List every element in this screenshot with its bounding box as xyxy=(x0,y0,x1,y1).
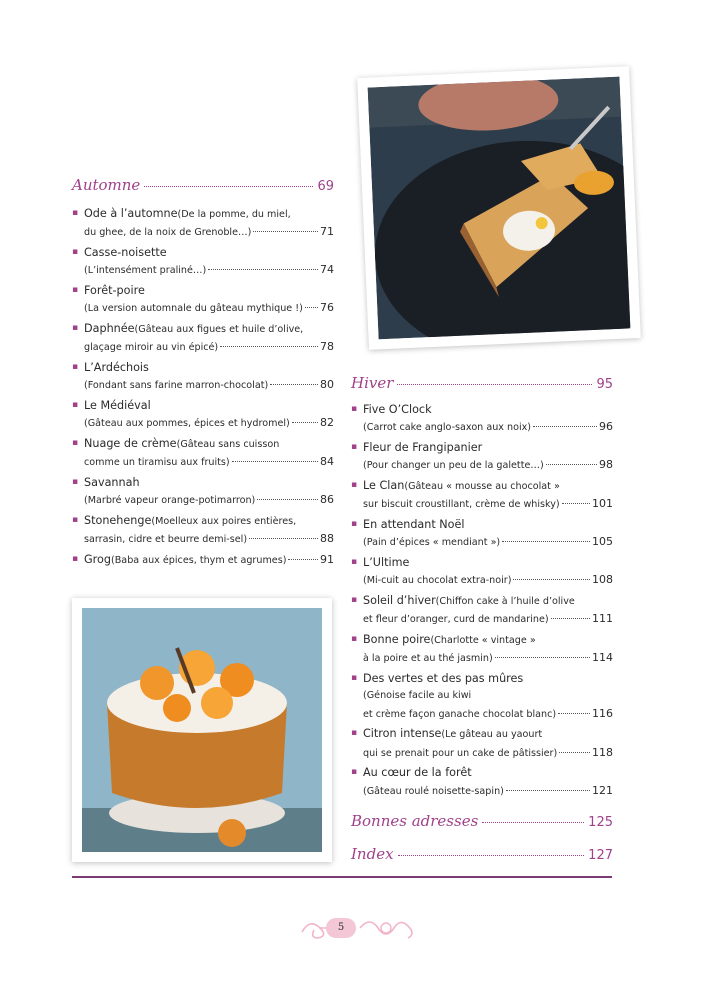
entry-description: (Mi-cuit au chocolat extra-noir) xyxy=(363,575,512,587)
section-winter-title: Hiver xyxy=(351,374,394,392)
entry-description: (L’intensément praliné…) xyxy=(84,265,207,277)
entry-description: et crème façon ganache chocolat blanc) xyxy=(363,708,557,720)
entry-subtitle: (De la pomme, du miel, xyxy=(177,209,291,220)
entry-page: 82 xyxy=(320,416,334,430)
entry-description: (Pain d’épices « mendiant ») xyxy=(363,537,501,549)
winter-toc-list xyxy=(351,401,613,802)
folio-ornament xyxy=(300,910,420,946)
dot-leader xyxy=(398,855,585,856)
entry-page: 71 xyxy=(320,225,334,239)
entry-page: 108 xyxy=(592,573,613,587)
entry-title: ▪ Des vertes et des pas mûres xyxy=(363,672,524,685)
entry-title: ▪ Casse-noisette xyxy=(84,246,167,259)
dot-leader xyxy=(506,790,590,791)
entry-page: 105 xyxy=(592,535,613,549)
entry-page: 78 xyxy=(320,340,334,354)
toc-entry[interactable] xyxy=(351,401,613,437)
dot-leader xyxy=(305,307,318,308)
entry-page: 101 xyxy=(592,497,613,511)
dot-leader xyxy=(562,503,590,504)
section-addresses-heading[interactable] xyxy=(351,812,613,830)
toc-entry[interactable] xyxy=(351,592,613,629)
entry-subtitle: (Gâteau aux figues et huile d’olive, xyxy=(134,324,304,335)
entry-title: ▪ Five O’Clock xyxy=(363,403,432,416)
toc-entry[interactable] xyxy=(72,397,334,433)
section-addresses-title: Bonnes adresses xyxy=(351,812,479,830)
section-autumn-title: Automne xyxy=(72,176,141,194)
entry-description: comme un tiramisu aux fruits) xyxy=(84,457,230,469)
toc-entry[interactable] xyxy=(351,631,613,668)
entry-page: 118 xyxy=(592,745,613,759)
footer-rule xyxy=(72,876,612,878)
entry-title: ▪ L’Ardéchois xyxy=(84,361,149,374)
toc-entry[interactable] xyxy=(351,477,613,514)
entry-title: ▪ Daphnée xyxy=(84,322,135,335)
entry-page: 111 xyxy=(592,612,613,626)
dot-leader xyxy=(253,231,318,232)
entry-description: (Gâteau roulé noisette-sapin) xyxy=(363,785,504,797)
entry-description: (La version automnale du gâteau mythique !) xyxy=(84,303,303,315)
entry-description: (Marbré vapeur orange-potimarron) xyxy=(84,495,256,507)
entry-subtitle: (Charlotte « vintage » xyxy=(430,635,536,646)
dot-leader xyxy=(495,657,590,658)
entry-title: ▪ Ode à l’automne xyxy=(84,207,178,220)
section-winter-page: 95 xyxy=(596,377,613,392)
entry-description: (Gâteau aux pommes, épices et hydromel) xyxy=(84,418,290,430)
entry-description: sarrasin, cidre et beurre demi-sel) xyxy=(84,534,248,546)
entry-title: ▪ Forêt-poire xyxy=(84,284,145,297)
entry-subtitle: (Baba aux épices, thym et agrumes) xyxy=(110,555,287,566)
entry-title: ▪ Nuage de crème xyxy=(84,437,177,450)
toc-entry[interactable] xyxy=(351,439,613,475)
section-addresses-page: 125 xyxy=(588,815,613,830)
page-number: 5 xyxy=(326,918,356,938)
entry-subtitle: (Moelleux aux poires entières, xyxy=(151,516,297,527)
toc-entry[interactable] xyxy=(351,554,613,590)
dot-leader xyxy=(292,422,318,423)
section-index-title: Index xyxy=(351,845,394,863)
section-autumn-heading[interactable] xyxy=(72,176,334,194)
entry-title: ▪ L’Ultime xyxy=(363,556,410,569)
entry-subtitle: (Gâteau sans cuisson xyxy=(176,439,280,450)
entry-description: à la poire et au thé jasmin) xyxy=(363,653,493,665)
toc-entry[interactable] xyxy=(351,516,613,552)
entry-description: (Pour changer un peu de la galette…) xyxy=(363,460,544,472)
entry-page: 114 xyxy=(592,651,613,665)
toc-entry[interactable] xyxy=(351,725,613,762)
entry-title: ▪ Stonehenge xyxy=(84,514,152,527)
dot-leader xyxy=(551,618,590,619)
entry-title: ▪ Citron intense xyxy=(363,727,442,741)
entry-subtitle: (Chiffon cake à l’huile d’olive xyxy=(435,596,575,607)
entry-page: 74 xyxy=(320,263,334,277)
section-index-page: 127 xyxy=(588,848,613,863)
entry-title: ▪ Fleur de Frangipanier xyxy=(363,441,483,454)
dot-leader xyxy=(249,538,318,539)
toc-entry[interactable] xyxy=(72,320,334,357)
photo-cake-slice xyxy=(357,66,641,350)
entry-page: 84 xyxy=(320,455,334,469)
entry-subtitle: (Le gâteau au yaourt xyxy=(441,729,543,741)
toc-entry[interactable] xyxy=(351,670,613,723)
entry-page: 80 xyxy=(320,378,334,392)
toc-entry[interactable] xyxy=(351,764,613,800)
toc-entry[interactable] xyxy=(72,551,334,569)
dot-leader xyxy=(208,269,318,270)
dot-leader xyxy=(270,384,318,385)
cake-slice-image xyxy=(368,77,631,340)
entry-page: 76 xyxy=(320,301,334,315)
entry-description: (Génoise facile au kiwi xyxy=(363,690,472,702)
entry-description: (Fondant sans farine marron-chocolat) xyxy=(84,380,269,392)
dot-leader xyxy=(482,822,584,823)
dot-leader xyxy=(559,752,590,753)
toc-entry[interactable] xyxy=(72,244,334,280)
entry-page: 121 xyxy=(592,783,613,797)
entry-description: qui se prenait pour un cake de pâtissier) xyxy=(363,747,558,759)
dot-leader xyxy=(533,426,597,427)
dot-leader xyxy=(257,499,318,500)
entry-title: ▪ Grog xyxy=(84,553,111,566)
entry-title: ▪ En attendant Noël xyxy=(363,518,465,531)
photo-orange-cake xyxy=(72,598,332,862)
orange-cake-image xyxy=(82,608,322,852)
entry-description: et fleur d’oranger, curd de mandarine) xyxy=(363,614,549,626)
section-autumn-page: 69 xyxy=(317,179,334,194)
section-index-heading[interactable] xyxy=(351,845,613,863)
dot-leader xyxy=(513,579,590,580)
entry-title: ▪ Le Clan xyxy=(363,479,405,492)
entry-title: ▪ Soleil d’hiver xyxy=(363,594,436,607)
toc-entry[interactable] xyxy=(72,474,334,510)
dot-leader xyxy=(397,384,592,385)
entry-page: 96 xyxy=(599,420,613,434)
toc-entry[interactable] xyxy=(72,205,334,242)
entry-page: 91 xyxy=(320,553,334,566)
toc-entry[interactable] xyxy=(72,512,334,549)
dot-leader xyxy=(546,464,597,465)
toc-entry[interactable] xyxy=(72,435,334,472)
dot-leader xyxy=(288,559,318,560)
autumn-toc-list xyxy=(72,205,334,572)
dot-leader xyxy=(502,541,590,542)
entry-page: 86 xyxy=(320,493,334,507)
entry-description: sur biscuit croustillant, crème de whisky) xyxy=(363,499,560,511)
entry-page: 88 xyxy=(320,532,334,546)
entry-page: 116 xyxy=(592,706,613,720)
entry-description: du ghee, de la noix de Grenoble…) xyxy=(84,227,252,239)
section-winter-heading[interactable] xyxy=(351,374,613,392)
entry-title: ▪ Le Médiéval xyxy=(84,399,151,412)
entry-description: (Carrot cake anglo-saxon aux noix) xyxy=(363,422,532,434)
entry-subtitle: (Gâteau « mousse au chocolat » xyxy=(404,481,560,492)
entry-description: glaçage miroir au vin épicé) xyxy=(84,342,219,354)
dot-leader xyxy=(144,186,313,187)
toc-entry[interactable] xyxy=(72,359,334,395)
entry-title: ▪ Savannah xyxy=(84,476,140,489)
entry-page: 98 xyxy=(599,458,613,472)
toc-entry[interactable] xyxy=(72,282,334,318)
dot-leader xyxy=(220,346,318,347)
entry-title: ▪ Bonne poire xyxy=(363,633,431,646)
dot-leader xyxy=(232,461,318,462)
dot-leader xyxy=(558,713,590,714)
entry-title: ▪ Au cœur de la forêt xyxy=(363,766,472,780)
